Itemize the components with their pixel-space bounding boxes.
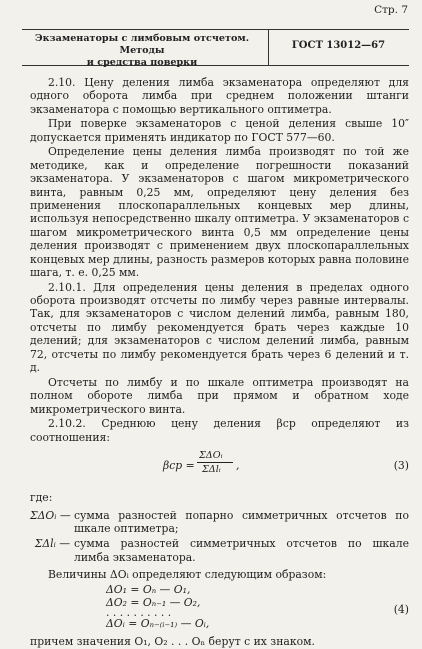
equation-number-3: (3) — [393, 459, 409, 473]
formula-4-line3: ΔOᵢ = Oₙ₋₍ᵢ₋₁₎ — Oᵢ, — [106, 616, 210, 630]
definition-symbol: ΣΔlᵢ — — [34, 537, 70, 551]
page-number: Стр. 7 — [374, 4, 408, 16]
formula-3-lhs: βср = — [163, 459, 195, 473]
definition-text: сумма разностей попарно симметричных отсчетов по шкале оптиметра; — [74, 508, 409, 535]
header-title — [22, 33, 262, 69]
paragraph-2-10-2: 2.10.2. Среднюю цену деления βср определяют из соотношения: — [30, 417, 409, 444]
header-title-line1: Экзаменаторы с лимбовым отсчетом. Методы — [34, 33, 250, 56]
paragraph-indicator: При поверке экзаменаторов с ценой деления свыше 10″ допускается применять индикатор по ГОСТ 577—60. — [30, 117, 409, 144]
standard-code: ГОСТ 13012—67 — [291, 40, 386, 51]
definition-text: сумма разностей симметричных отсчетов по шкале лимба экзаменатора. — [74, 537, 409, 564]
definition-item — [30, 537, 409, 564]
paragraph-2-10-1: 2.10.1. Для определения цены деления в пределах одного оборота производят отсчеты по лимбу через равные интервалы. Так, для экзаменаторов с числом делений лимба, равным 180, отсчеты по лимбу рекомендуется брать через каждые 10 делений; для экзаменаторов с числом делений лимба, равным 72, отсчеты по лимбу рекомендуется брать через 6 делений и т. д. — [30, 280, 409, 375]
formula-3-numerator: ΣΔOᵢ — [199, 450, 223, 462]
paragraph-method: Определение цены деления лимба производят по той же методике, как и определение погрешности показаний экзаменатора. У экзаменаторов с шагом микрометрического винта, равным 0,25 мм, определяют цену деления без применения плоскопараллельных концевых мер длины, используя непосредственно шкалу оптиметра. У экзаменаторов с шагом микрометрического винта 0,5 мм определение цены деления производят с применением двух плоскопараллельных концевых мер длины, разность размеров которых равна половине шага, т. е. 0,25 мм. — [30, 145, 409, 280]
formula-3-comma: , — [236, 459, 240, 473]
page-header — [22, 29, 409, 66]
paragraph-2-10: 2.10. Цену деления лимба экзаменатора определяют для одного оборота лимба при среднем положении штанги экзаменатора с помощью вертикального оптиметра. — [30, 76, 409, 116]
definition-item — [30, 509, 409, 536]
paragraph-readings: Отсчеты по лимбу и по шкале оптиметра производят на полном обороте лимба при прямом и обратном ходе микрометрического винта. — [30, 375, 409, 416]
where-label: где: — [30, 491, 53, 505]
formula-4-line1: ΔO₁ = Oₙ — O₁, — [106, 582, 191, 596]
formula-3-denominator: ΣΔlᵢ — [202, 464, 221, 476]
paragraph-values: Величины ΔOᵢ определяют следующим образом: — [48, 568, 327, 582]
formula-4 — [30, 583, 409, 635]
equation-number-4: (4) — [393, 602, 409, 616]
definition-symbol: ΣΔOᵢ — — [30, 508, 71, 522]
body-text — [30, 76, 409, 649]
formula-4-line2: ΔO₂ = Oₙ₋₁ — O₂, — [106, 595, 201, 609]
header-title-line2: и средства поверки — [86, 57, 198, 68]
paragraph-signs: причем значения O₁, O₂ . . . Oₙ берут с их знаком. — [30, 634, 315, 648]
formula-4-dots: . . . . . . . . . . — [106, 605, 172, 619]
formula-3 — [30, 445, 409, 485]
